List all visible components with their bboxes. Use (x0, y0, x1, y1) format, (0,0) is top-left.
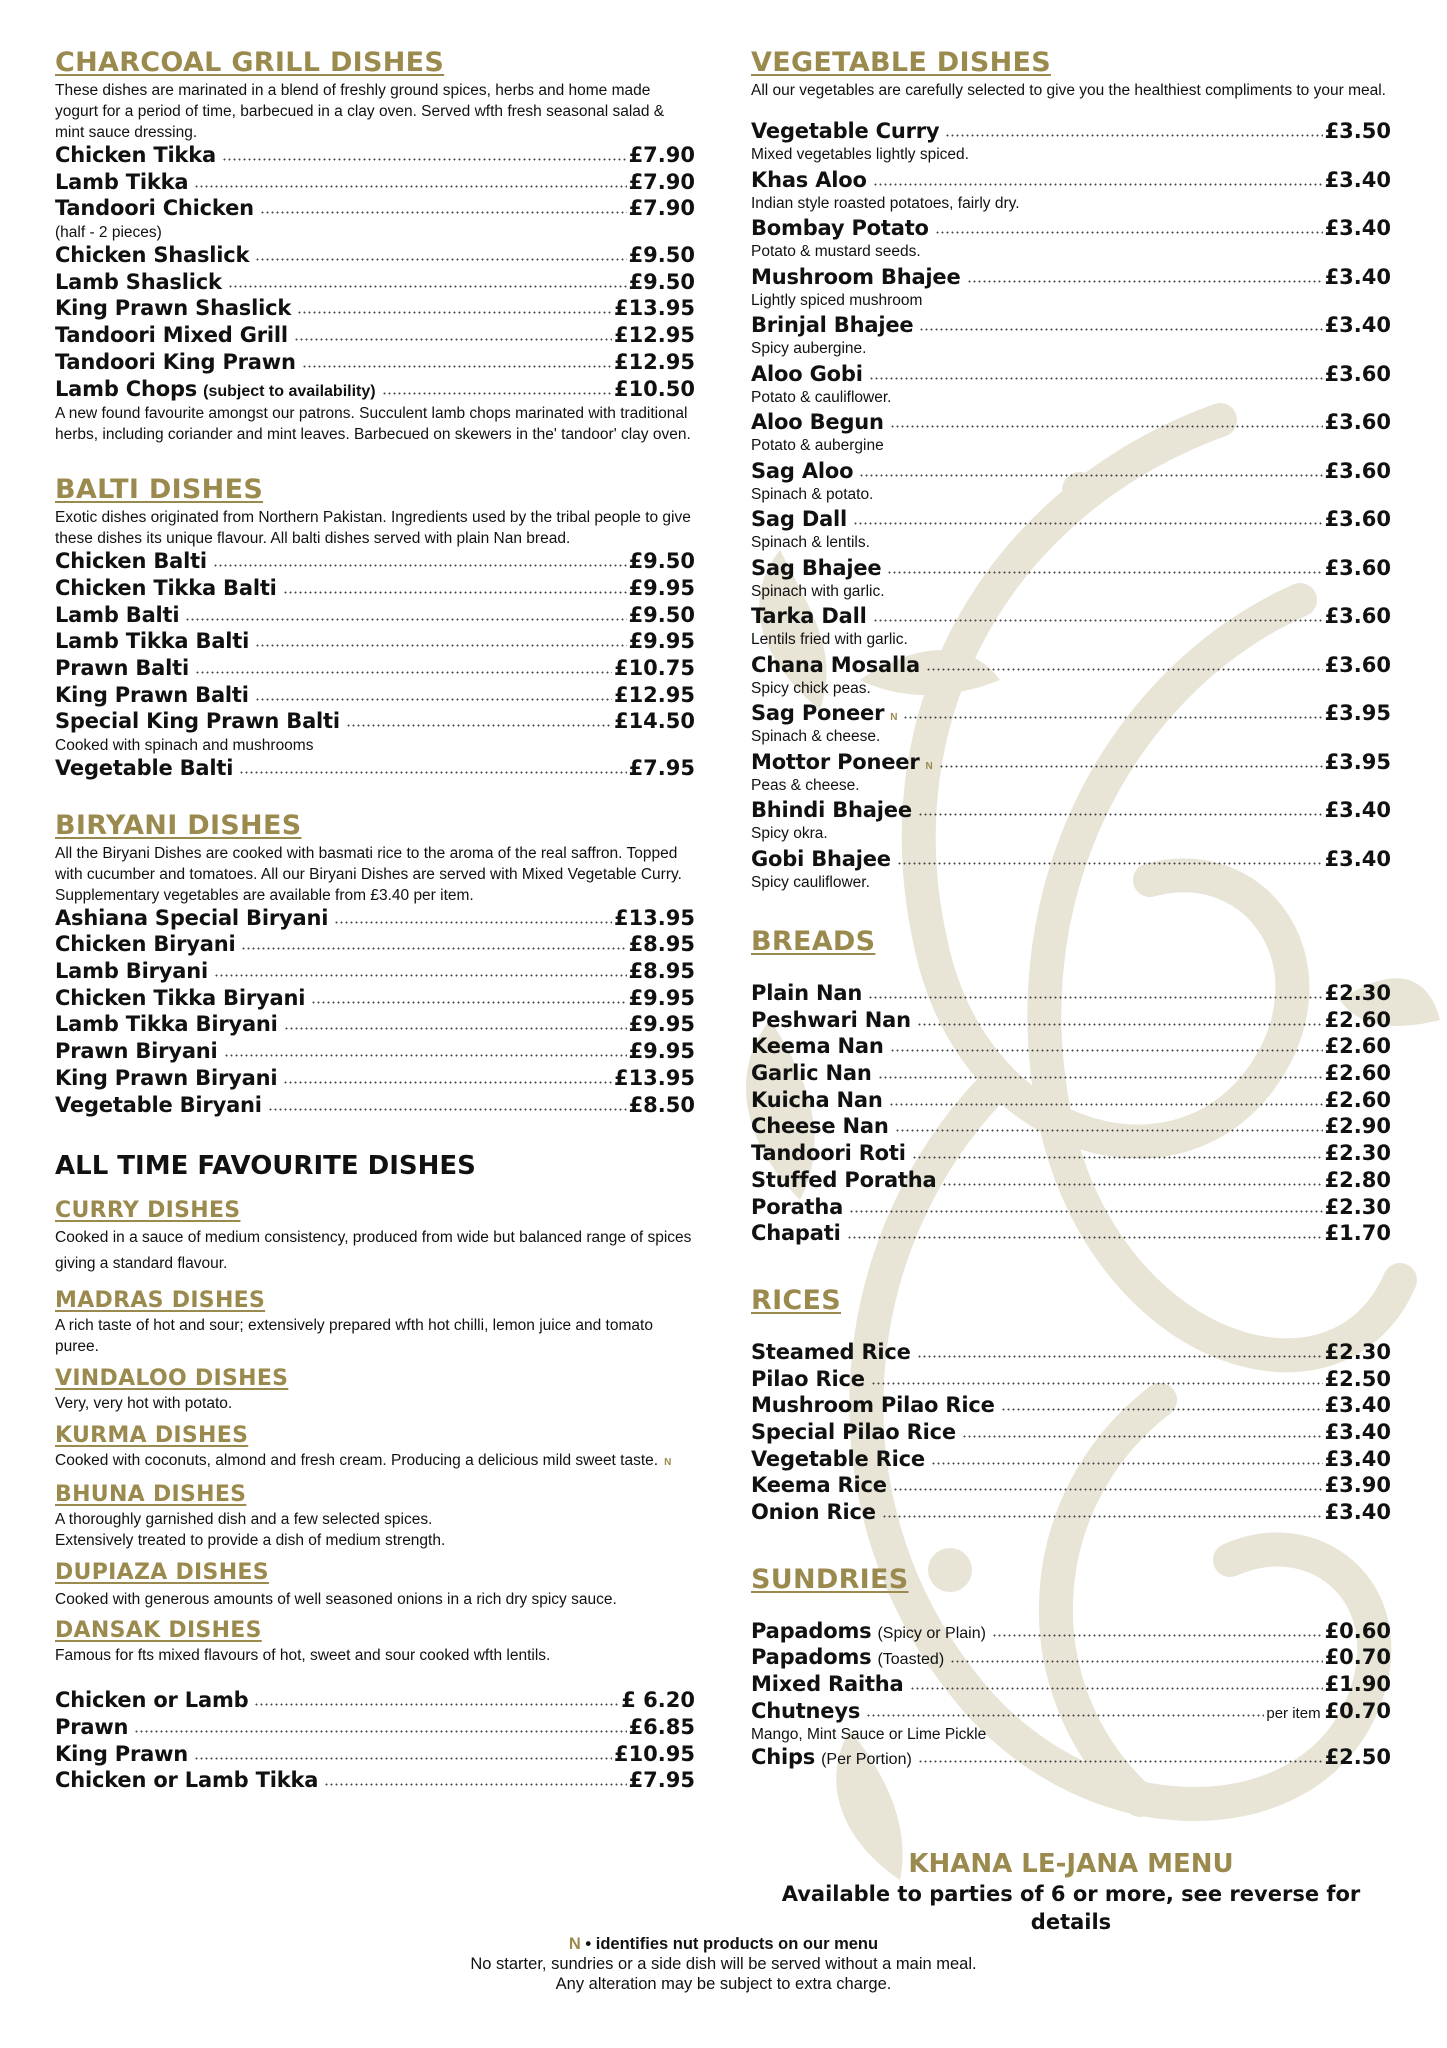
menu-item: King Prawn Balti £12.95 (55, 682, 695, 707)
biryani-description: All the Biryani Dishes are cooked with basmati rice to the aroma of the real saffron. Topped with cucumber and tomatoes. All our Biryani Dishes are served with Mixed Vegetable Curry. (55, 844, 682, 883)
favourites-heading: ALL TIME FAVOURITE DISHES (55, 1151, 476, 1182)
menu-item: Prawn Biryani £9.95 (55, 1039, 695, 1064)
sundries-heading: SUNDRIES (751, 1563, 909, 1595)
menu-item: Lamb Balti £9.50 (55, 602, 695, 627)
main-meal-notice: No starter, sundries or a side dish will be served without a main meal. (470, 1955, 977, 1973)
dupiaza-heading: DUPIAZA DISHES (55, 1560, 269, 1586)
biryani-heading: BIRYANI DISHES (55, 809, 302, 841)
menu-item: Garlic Nan £2.60 (751, 1061, 1391, 1086)
menu-item: Chicken Shaslick £9.50 (55, 243, 695, 268)
menu-item: Steamed Rice £2.30 (751, 1339, 1391, 1364)
menu-item: Prawn Balti £10.75 (55, 655, 695, 680)
menu-item: Kuicha Nan £2.60 (751, 1087, 1391, 1112)
menu-item: Chicken or Lamb Tikka £7.95 (55, 1768, 695, 1793)
curry-description: Cooked in a sauce of medium consistency, produced from wide but balanced range of spices giving a standard flavour. (55, 1229, 692, 1273)
takeaway-promo (751, 1848, 1391, 1936)
menu-item: Tandoori King Prawn £12.95 (55, 349, 695, 374)
menu-item: Tandoori Chicken £7.90 (55, 196, 695, 221)
menu-item: Keema Rice £3.90 (751, 1473, 1391, 1498)
bhuna-description: A thoroughly garnished dish and a few selected spices. (55, 1511, 433, 1529)
balti-description: Exotic dishes originated from Northern Pakistan. Ingredients used by the tribal people to give these dishes its unique flavour. All balti dishes served with plain Nan bread. (55, 509, 691, 548)
menu-item: Plain Nan £2.30 (751, 981, 1391, 1005)
menu-item: Sag Bhajee £3.60 Spinach with garlic. (751, 555, 1391, 600)
dansak-description: Famous for fts mixed flavours of hot, sweet and sour cooked wfth lentils. (55, 1647, 551, 1665)
promo-subtitle: Available to parties of 6 or more, see reverse for details (781, 1882, 1361, 1934)
menu-item: Tandoori Mixed Grill £12.95 (55, 323, 695, 348)
madras-description: A rich taste of hot and sour; extensively prepared wfth hot chilli, lemon juice and tomato puree. (55, 1317, 653, 1356)
menu-item: Mottor Poneer N £3.95 Peas & cheese. (751, 749, 1391, 794)
menu-item: Chicken Tikka Balti £9.95 (55, 575, 695, 600)
menu-item: Chips (Per Portion) £2.50 (751, 1745, 1391, 1770)
vegetable-list (751, 119, 1391, 893)
menu-item: Khas Aloo £3.40 Indian style roasted potatoes, fairly dry. (751, 167, 1391, 212)
menu-item: Brinjal Bhajee £3.40 Spicy aubergine. (751, 313, 1391, 357)
balti-list (55, 549, 695, 783)
vegetable-heading: VEGETABLE DISHES (751, 47, 1051, 78)
menu-item: Sag Aloo £3.60 Spinach & potato. (751, 458, 1391, 503)
menu-item: Sag Dall £3.60 Spinach & lentils. (751, 507, 1391, 551)
balti-heading: BALTI DISHES (55, 474, 264, 506)
menu-item: Chicken Tikka Biryani £9.95 (55, 985, 695, 1010)
charcoal-grill-heading: CHARCOAL GRILL DISHES (55, 47, 445, 78)
vindaloo-description: Very, very hot with potato. (55, 1395, 233, 1413)
right-column (751, 46, 1391, 1772)
menu-item: Cheese Nan £2.90 (751, 1114, 1391, 1139)
rices-list (751, 1340, 1391, 1527)
kurma-heading: KURMA DISHES (55, 1423, 249, 1449)
menu-item: Special King Prawn Balti £14.50 (55, 709, 695, 734)
vindaloo-heading: VINDALOO DISHES (55, 1366, 289, 1392)
menu-item: Chicken Biryani £8.95 (55, 932, 695, 957)
menu-item: King Prawn Shaslick £13.95 (55, 296, 695, 321)
menu-item: Mixed Raitha £1.90 (751, 1672, 1391, 1697)
biryani-list (55, 906, 695, 1120)
promo-title: KHANA LE-JANA MENU (908, 1849, 1234, 1879)
dansak-heading: DANSAK DISHES (55, 1618, 262, 1644)
menu-item: Stuffed Poratha £2.80 (751, 1167, 1391, 1192)
menu-item: Lamb Biryani £8.95 (55, 959, 695, 984)
menu-item: Vegetable Balti £7.95 (55, 756, 695, 780)
footer-notes (0, 1934, 1447, 1994)
menu-item: Pilao Rice £2.50 (751, 1366, 1391, 1391)
kurma-description: Cooked with coconuts, almond and fresh cream. Producing a delicious mild sweet taste. N (55, 1452, 672, 1470)
bhuna-description-2: Extensively treated to provide a dish of medium strength. (55, 1532, 446, 1550)
menu-item: Lamb Tikka Biryani £9.95 (55, 1012, 695, 1037)
nut-marker: N (664, 1457, 672, 1469)
menu-item: Poratha £2.30 (751, 1194, 1391, 1219)
breads-list (751, 981, 1391, 1248)
menu-item: Mushroom Bhajee £3.40 Lightly spiced mushroom (751, 264, 1391, 309)
menu-item: King Prawn £10.95 (55, 1741, 695, 1766)
menu-item: King Prawn Biryani £13.95 (55, 1065, 695, 1090)
menu-item-note: Mango, Mint Sauce or Lime Pickle (751, 1726, 987, 1744)
bhuna-heading: BHUNA DISHES (55, 1482, 247, 1508)
menu-item: Chana Mosalla £3.60 Spicy chick peas. (751, 652, 1391, 697)
menu-item: Keema Nan £2.60 (751, 1034, 1391, 1059)
nut-marker: N (568, 1935, 581, 1953)
menu-item: Bombay Potato £3.40 Potato & mustard seeds. (751, 216, 1391, 260)
menu-item-note: Cooked with spinach and mushrooms (55, 737, 314, 754)
menu-item-note: (half - 2 pieces) (55, 224, 162, 242)
vegetable-description: All our vegetables are carefully selected to give you the healthiest compliments to your meal. (751, 82, 1386, 99)
alteration-notice: Any alteration may be subject to extra charge. (555, 1975, 892, 1993)
menu-item: Chapati £1.70 (751, 1221, 1391, 1246)
menu-item: Sag Poneer N £3.95 Spinach & cheese. (751, 701, 1391, 745)
curry-heading: CURRY DISHES (55, 1198, 241, 1224)
menu-item: Vegetable Rice £3.40 (751, 1446, 1391, 1471)
menu-item: Aloo Gobi £3.60 Potato & cauliflower. (751, 361, 1391, 406)
menu-item: Lamb Shaslick £9.50 (55, 269, 695, 294)
menu-item: Tarka Dall £3.60 Lentils fried with garlic. (751, 604, 1391, 648)
menu-item: Vegetable Biryani £8.50 (55, 1092, 695, 1117)
menu-item: Lamb Chops (subject to availability) £10.50 (55, 376, 695, 401)
menu-item: Bhindi Bhajee £3.40 Spicy okra. (751, 798, 1391, 842)
breads-heading: BREADS (751, 926, 876, 957)
left-column (55, 46, 695, 1795)
menu-item: Vegetable Curry £3.50 Mixed vegetables lightly spiced. (751, 119, 1391, 163)
menu-item: Peshwari Nan £2.60 (751, 1007, 1391, 1032)
sundries-list (751, 1619, 1391, 1772)
madras-heading: MADRAS DISHES (55, 1288, 266, 1314)
menu-item: Tandoori Roti £2.30 (751, 1141, 1391, 1166)
menu-item: Mushroom Pilao Rice £3.40 (751, 1393, 1391, 1418)
menu-item: Gobi Bhajee £3.40 Spicy cauliflower. (751, 846, 1391, 891)
menu-item: Papadoms (Toasted) £0.70 (751, 1645, 1391, 1670)
menu-item: Onion Rice £3.40 (751, 1500, 1391, 1524)
menu-item: Chicken Tikka £7.90 (55, 143, 695, 167)
menu-item: Chicken or Lamb £ 6.20 (55, 1688, 695, 1713)
nut-marker: N (890, 712, 898, 723)
charcoal-grill-list (55, 143, 695, 403)
menu-item: Lamb Tikka £7.90 (55, 169, 695, 194)
menu-item: Lamb Tikka Balti £9.95 (55, 629, 695, 654)
menu-item: Ashiana Special Biryani £13.95 (55, 905, 695, 930)
menu-item: Special Pilao Rice £3.40 (751, 1419, 1391, 1444)
nut-legend: N • identifies nut products on our menu (568, 1935, 879, 1953)
menu-item: Aloo Begun £3.60 Potato & aubergine (751, 410, 1391, 454)
dupiaza-description: Cooked with generous amounts of well seasoned onions in a rich dry spicy sauce. (55, 1591, 617, 1609)
charcoal-grill-description: These dishes are marinated in a blend of freshly ground spices, herbs and home made yogurt for a period of time, barbecued in a clay oven. Served wfth fresh seasonal salad & mint sauce dressing. (55, 82, 665, 141)
rices-heading: RICES (751, 1284, 842, 1316)
nut-marker: N (925, 760, 933, 772)
menu-item: Papadoms (Spicy or Plain) £0.60 (751, 1618, 1391, 1643)
menu-item: Prawn £6.85 (55, 1714, 695, 1739)
biryani-supplement-note: Supplementary vegetables are available from £3.40 per item. (55, 886, 474, 904)
favourites-price-list (55, 1688, 695, 1795)
menu-item: Chicken Balti £9.50 (55, 549, 695, 574)
lamb-chops-description: A new found favourite amongst our patrons. Succulent lamb chops marinated with traditional herbs, including coriander and mint leaves. Barbecued on skewers in the' tandoor' clay oven. (55, 405, 691, 444)
menu-item: Chutneys per item £0.70 (751, 1698, 1391, 1723)
